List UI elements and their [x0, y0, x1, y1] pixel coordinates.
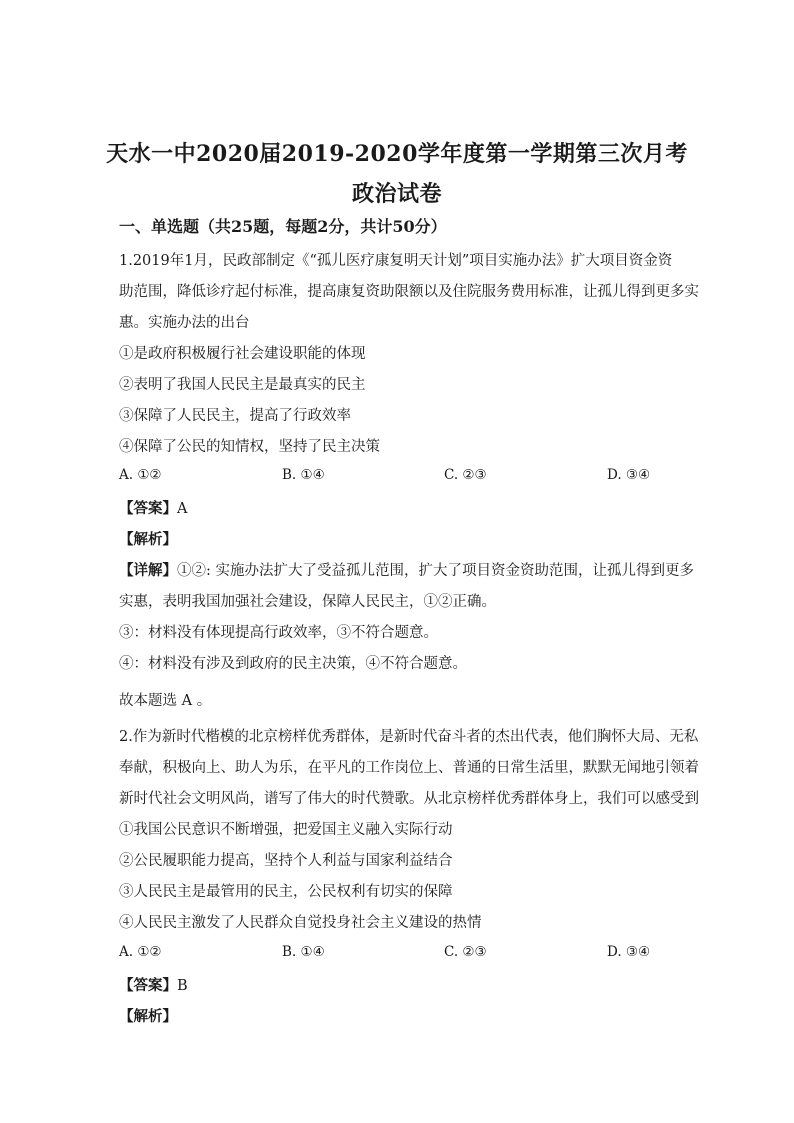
q1-detail-line: ④：材料没有涉及到政府的民主决策，④不符合题意。 [119, 656, 467, 672]
q1-detail-line: 实惠，表明我国加强社会建设，保障人民民主，①②正确。 [119, 594, 496, 610]
q2-statement: ①我国公民意识不断增强，把爱国主义融入实际行动 [119, 822, 453, 838]
q1-detail-line: ③：材料没有体现提高行政效率，③不符合题意。 [119, 625, 438, 641]
detail-label: 【详解】 [119, 562, 177, 579]
detail-text: ①②: 实施办法扩大了受益孤儿范围，扩大了项目资金资助范围，让孤儿得到更多 [177, 563, 694, 579]
q1-detail-line [119, 559, 694, 580]
q2-option-b: B. ①④ [282, 944, 325, 960]
q1-statement: ②表明了我国人民民主是最真实的民主 [119, 377, 366, 393]
q1-stem-line: 1.2019年1月，民政部制定《“孤儿医疗康复明天计划”项目实施办法》扩大项目资金资 [119, 253, 673, 269]
q1-option-b: B. ①④ [282, 467, 325, 483]
q2-statement: ④人民民主激发了人民群众自觉投身社会主义建设的热情 [119, 915, 482, 931]
exam-subtitle: 政治试卷 [351, 181, 442, 207]
answer-label: 【答案】 [119, 977, 177, 994]
q1-option-a: A. ①② [119, 467, 162, 483]
q2-option-d: D. ③④ [607, 944, 651, 960]
answer-value: B [177, 978, 188, 994]
q1-analysis-label: 【解析】 [119, 531, 177, 548]
q2-stem-line: 新时代社会文明风尚，谱写了伟大的时代赞歌。从北京榜样优秀群体身上，我们可以感受到 [119, 791, 699, 807]
q1-conclusion: 故本题选 A 。 [119, 693, 212, 709]
q2-statement: ③人民民主是最管用的民主，公民权利有切实的保障 [119, 884, 453, 900]
q1-statement: ①是政府积极履行社会建设职能的体现 [119, 346, 366, 362]
q2-answer [119, 974, 188, 995]
exam-title: 天水一中2020届2019-2020学年度第一学期第三次月考 [106, 141, 688, 167]
section-heading: 一、单选题（共25题，每题2分，共计50分） [119, 217, 447, 236]
q2-option-a: A. ①② [119, 944, 162, 960]
q2-analysis-label: 【解析】 [119, 1008, 177, 1025]
q2-option-c: C. ②③ [444, 944, 487, 960]
q2-stem-line: 奉献，积极向上、助人为乐，在平凡的工作岗位上、普通的日常生活里，默默无闻地引领着 [119, 760, 699, 776]
q2-statement: ②公民履职能力提高，坚持个人利益与国家利益结合 [119, 853, 453, 869]
q1-option-c: C. ②③ [444, 467, 487, 483]
q2-stem-line: 2.作为新时代楷模的北京榜样优秀群体，是新时代奋斗者的杰出代表，他们胸怀大局、无私 [119, 729, 699, 745]
q1-stem-line: 惠。实施办法的出台 [119, 315, 250, 331]
q1-answer [119, 497, 187, 518]
q1-statement: ④保障了公民的知情权，坚持了民主决策 [119, 439, 380, 455]
q1-option-d: D. ③④ [607, 467, 651, 483]
q1-statement: ③保障了人民民主，提高了行政效率 [119, 408, 351, 424]
answer-label: 【答案】 [119, 500, 177, 517]
q1-stem-line: 助范围，降低诊疗起付标准，提高康复资助限额以及住院服务费用标准，让孤儿得到更多实 [119, 284, 699, 300]
answer-value: A [177, 501, 188, 517]
